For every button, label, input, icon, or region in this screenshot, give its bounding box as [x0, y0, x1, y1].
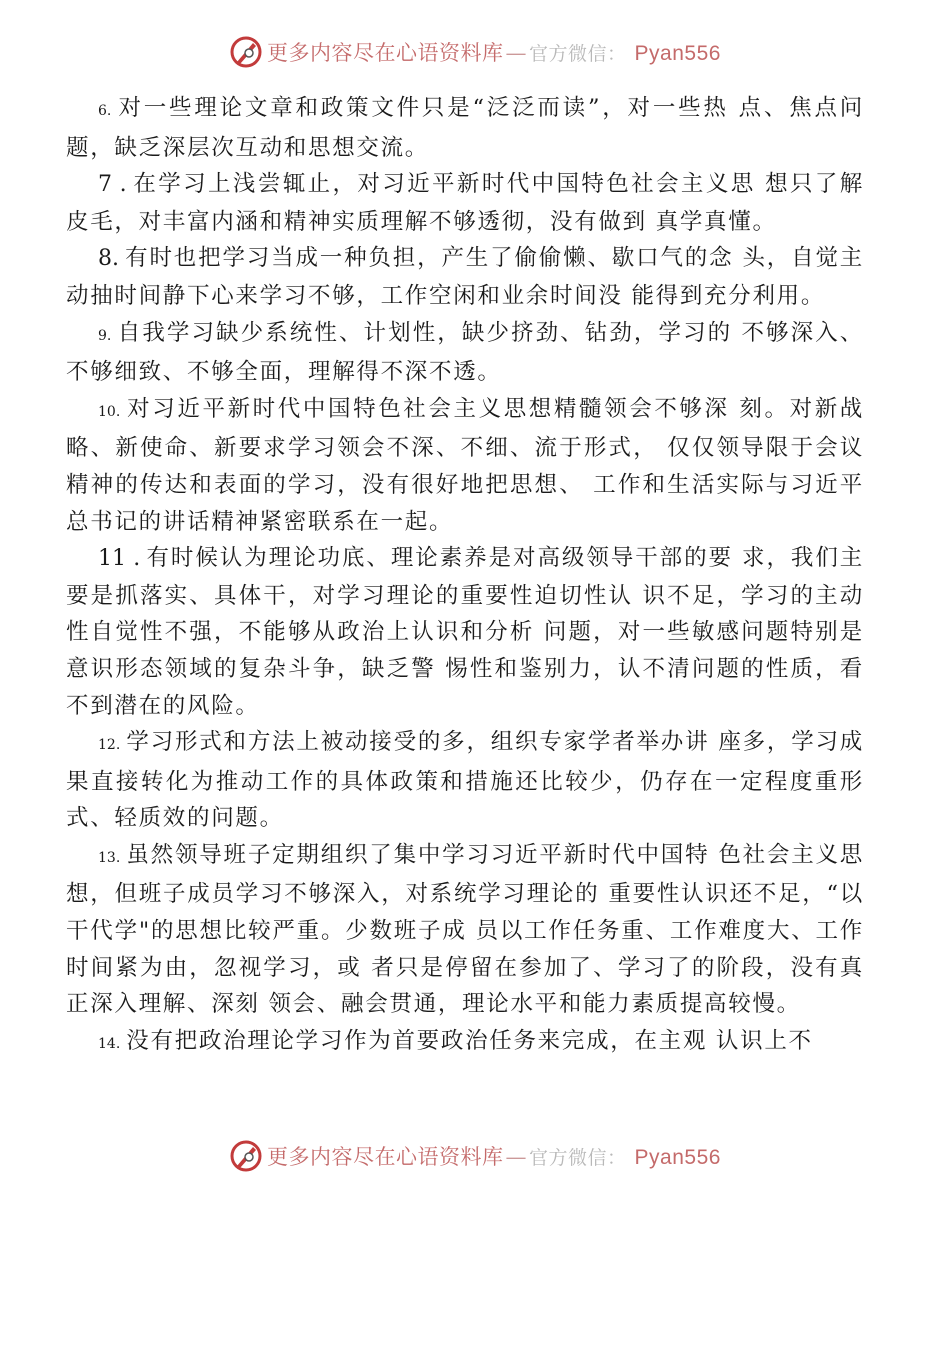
document-body [66, 90, 864, 1062]
item-number: 6. [98, 103, 112, 119]
banner-dash: — [505, 41, 528, 65]
header-banner [0, 32, 950, 72]
paragraph-text: 自我学习缺少系统性、计划性，缺少挤劲、钻劲，学习的 不够深入、不够细致、不够全面，理解得不深不透。 [66, 319, 864, 386]
item-number: 13. [98, 849, 121, 866]
paragraph-text: 虽然领导班子定期组织了集中学习习近平新时代中国特 色社会主义思想，但班子成员学习不够深入，对系统学习理论的 重要性认识还不足，“以干代学"的思想比较严重。少数班子成 员以工作任务重、工作难度大、工作时间紧为由，忽视学习，或 者只是停留在参加了、学习了的阶段，没有真正深入理解、深刻 领会、融会贯通，理论水平和能力素质提高较慢。 [66, 841, 864, 1018]
banner-label: 官方微信： [529, 1147, 627, 1169]
item-number: 10. [98, 403, 121, 420]
banner-text [267, 1141, 721, 1171]
item-number: 7 . [98, 172, 127, 198]
item-number: 11 . [98, 546, 141, 572]
paragraph [66, 391, 864, 540]
banner-library-text: 更多内容尽在心语资料库 [267, 41, 504, 65]
item-number: 9. [98, 327, 112, 344]
paragraph-text: 有时候认为理论功底、理论素养是对高级领导干部的要 求，我们主要是抓落实、具体干，对学习理论的重要性迫切性认 识不足，学习的主动性自觉性不强，不能够从政治上认识和分析 问题，对一些敏感问题特别是意识形态领域的复杂斗争，缺乏警 惕性和鉴别力，认不清问题的性质，看不到潜在的风险。 [66, 545, 864, 719]
pen-logo-icon [229, 1139, 263, 1173]
paragraph-text: 没有把政治理论学习作为首要政治任务来完成，在主观 认识上不 [126, 1027, 813, 1054]
pen-logo-icon [229, 35, 263, 69]
banner-wechat-id: Pyan556 [634, 42, 721, 65]
paragraph [66, 724, 864, 837]
banner-text [267, 37, 721, 67]
paragraph [66, 90, 864, 166]
paragraph-text: 有时也把学习当成一种负担，产生了偷偷懒、歇口气的念 头，自觉主动抽时间静下心来学习不够，工作空闲和业余时间没 能得到充分利用。 [66, 245, 864, 309]
paragraph-text: 在学习上浅尝辄止，对习近平新时代中国特色社会主义思 想只了解皮毛，对丰富内涵和精神实质理解不够透彻，没有做到 真学真懂。 [66, 171, 865, 235]
item-number: 8. [98, 246, 119, 272]
paragraph [66, 315, 864, 391]
item-number: 12. [98, 737, 121, 754]
paragraph [66, 1023, 864, 1063]
footer-banner [0, 1136, 950, 1176]
banner-wechat-id: Pyan556 [634, 1146, 721, 1169]
paragraph-text: 学习形式和方法上被动接受的多，组织专家学者举办讲 座多，学习成果直接转化为推动工作的具体政策和措施还比较少，仍存在一定程度重形式、轻质效的问题。 [66, 729, 864, 832]
paragraph [66, 240, 864, 314]
paragraph [66, 837, 864, 1023]
paragraph-text: 对一些理论文章和政策文件只是“泛泛而读”，对一些热 点、焦点问题，缺乏深层次互动和思想交流。 [66, 95, 864, 161]
item-number: 14. [98, 1035, 121, 1052]
paragraph [66, 540, 864, 724]
banner-library-text: 更多内容尽在心语资料库 [267, 1145, 504, 1169]
banner-dash: — [505, 1145, 528, 1169]
paragraph-text: 对习近平新时代中国特色社会主义思想精髓领会不够深 刻。对新战略、新使命、新要求学习领会不深、不细、流于形式， 仅仅领导限于会议精神的传达和表面的学习，没有很好地把思想、 工作和生活实际与习近平总书记的讲话精神紧密联系在一起。 [66, 395, 864, 535]
paragraph [66, 166, 864, 240]
banner-label: 官方微信： [529, 43, 627, 65]
